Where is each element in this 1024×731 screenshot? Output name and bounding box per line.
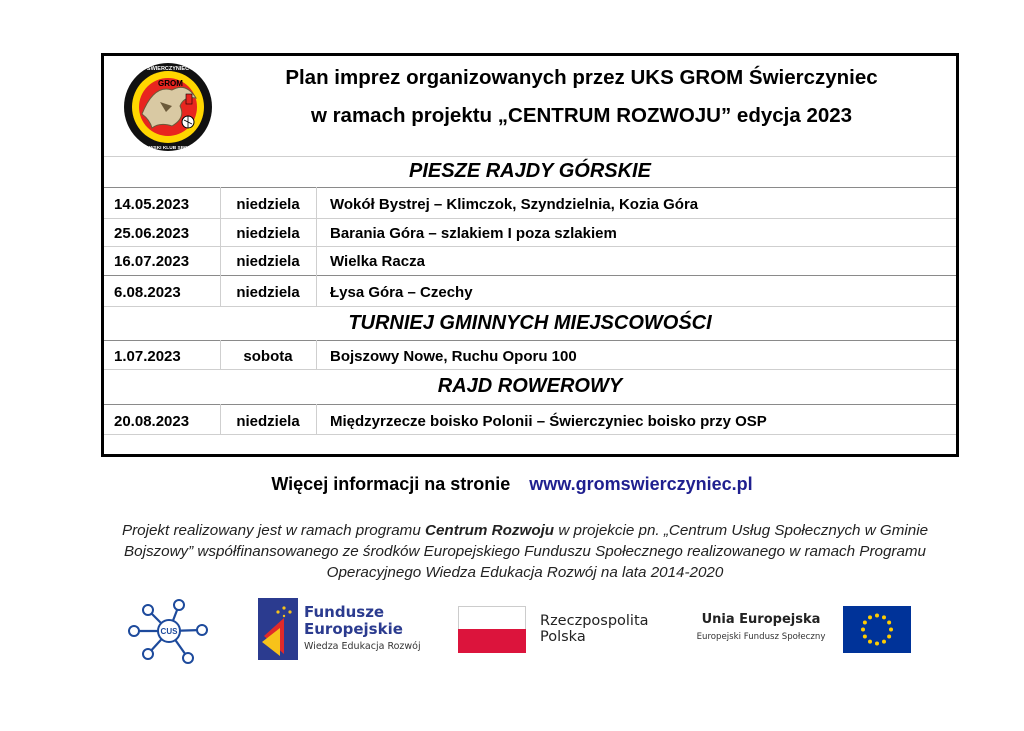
section-title-bike-rally: RAJD ROWEROWY bbox=[437, 375, 623, 397]
eu-star-icon bbox=[887, 635, 891, 639]
column-divider bbox=[220, 340, 221, 369]
eu-star-icon bbox=[882, 640, 886, 644]
row-description: Barania Góra – szlakiem I poza szlakiem bbox=[330, 225, 617, 242]
rp-logo-text bbox=[540, 613, 649, 645]
row-day: niedziela bbox=[236, 284, 300, 301]
eu-star-icon bbox=[889, 628, 893, 632]
cus-logo bbox=[126, 596, 212, 666]
row-day: niedziela bbox=[236, 253, 300, 270]
column-divider bbox=[316, 340, 317, 369]
fe-logo-line2: Europejskie bbox=[304, 620, 403, 638]
column-divider bbox=[220, 187, 221, 306]
divider bbox=[104, 306, 956, 307]
divider bbox=[104, 187, 956, 188]
row-date: 16.07.2023 bbox=[114, 253, 190, 270]
page-title-line1: Plan imprez organizowanych przez UKS GROM Świerczyniec bbox=[285, 66, 878, 89]
row-description: Międzyrzecze boisko Polonii – Świerczyniec boisko przy OSP bbox=[330, 413, 767, 430]
page-title-line2: w ramach projektu „CENTRUM ROZWOJU” edycja 2023 bbox=[310, 104, 853, 127]
rp-logo-line2: Polska bbox=[540, 629, 586, 645]
eu-star-icon bbox=[875, 642, 879, 646]
divider bbox=[104, 275, 956, 276]
project-note-before: Projekt realizowany jest w ramach programu bbox=[121, 522, 425, 539]
program-name: Centrum Rozwoju bbox=[425, 522, 555, 539]
eu-flag-icon bbox=[843, 606, 911, 653]
eu-star-icon bbox=[882, 615, 886, 619]
row-date: 14.05.2023 bbox=[114, 196, 190, 213]
eu-star-icon bbox=[863, 635, 867, 639]
divider bbox=[104, 218, 956, 219]
rp-logo-line1: Rzeczpospolita bbox=[540, 613, 649, 629]
row-date: 20.08.2023 bbox=[114, 413, 190, 430]
row-day: sobota bbox=[243, 348, 293, 365]
ue-logo-line2: Europejski Fundusz Społeczny bbox=[696, 632, 826, 642]
row-date: 25.06.2023 bbox=[114, 225, 190, 242]
divider bbox=[104, 369, 956, 370]
row-day: niedziela bbox=[236, 413, 300, 430]
row-date: 1.07.2023 bbox=[114, 348, 181, 365]
row-date: 6.08.2023 bbox=[114, 284, 181, 301]
polish-flag-icon bbox=[458, 606, 526, 653]
fundusze-europejskie-logo bbox=[258, 598, 298, 660]
club-logo-name: GROM bbox=[158, 79, 183, 88]
eu-star-icon bbox=[861, 628, 865, 632]
section-title-tournament: TURNIEJ GMINNYCH MIEJSCOWOŚCI bbox=[348, 312, 712, 334]
divider bbox=[104, 156, 956, 157]
column-divider bbox=[220, 404, 221, 434]
row-description: Łysa Góra – Czechy bbox=[330, 284, 473, 301]
divider bbox=[104, 340, 956, 341]
row-day: niedziela bbox=[236, 196, 300, 213]
row-description: Wielka Racza bbox=[330, 253, 425, 270]
more-info-label: Więcej informacji na stronie bbox=[271, 474, 511, 494]
divider bbox=[104, 246, 956, 247]
divider bbox=[104, 404, 956, 405]
fe-logo-line1: Fundusze bbox=[304, 603, 385, 621]
eu-star-icon bbox=[863, 621, 867, 625]
row-description: Wokół Bystrej – Klimczok, Szyndzielnia, Kozia Góra bbox=[330, 196, 699, 213]
cus-logo-label: CUS bbox=[160, 627, 178, 636]
website-link[interactable]: www.gromswierczyniec.pl bbox=[529, 474, 753, 494]
fe-logo-subtitle: Wiedza Edukacja Rozwój bbox=[304, 641, 421, 652]
section-title-hiking: PIESZE RAJDY GÓRSKIE bbox=[409, 160, 651, 182]
club-logo bbox=[120, 62, 216, 152]
eu-star-icon bbox=[887, 621, 891, 625]
fe-logo-text bbox=[304, 604, 403, 638]
column-divider bbox=[316, 187, 317, 306]
more-info-line bbox=[0, 474, 1024, 495]
club-logo-top-text: ŚWIERCZYNIEC bbox=[146, 66, 190, 72]
club-logo-bottom-text: UCZNIOWSKI KLUB SPORTOWY bbox=[130, 146, 206, 151]
ue-logo-line1: Unia Europejska bbox=[701, 612, 821, 627]
eu-star-icon bbox=[868, 615, 872, 619]
eu-star-icon bbox=[868, 640, 872, 644]
row-day: niedziela bbox=[236, 225, 300, 242]
events-table-frame bbox=[101, 53, 959, 457]
eu-star-icon bbox=[875, 614, 879, 618]
divider bbox=[104, 434, 956, 435]
row-description: Bojszowy Nowe, Ruchu Oporu 100 bbox=[330, 348, 577, 365]
project-note bbox=[100, 520, 950, 583]
column-divider bbox=[316, 404, 317, 434]
project-note-after: w projekcie pn. „Centrum Usług Społecznych w Gminie Bojszowy” współfinansowanego ze środków Europejskiego Funduszu Społecznego realizowanego w ramach Programu Operacyjnego Wiedza Edukacja Rozwój na lata 2014-2020 bbox=[124, 522, 929, 581]
